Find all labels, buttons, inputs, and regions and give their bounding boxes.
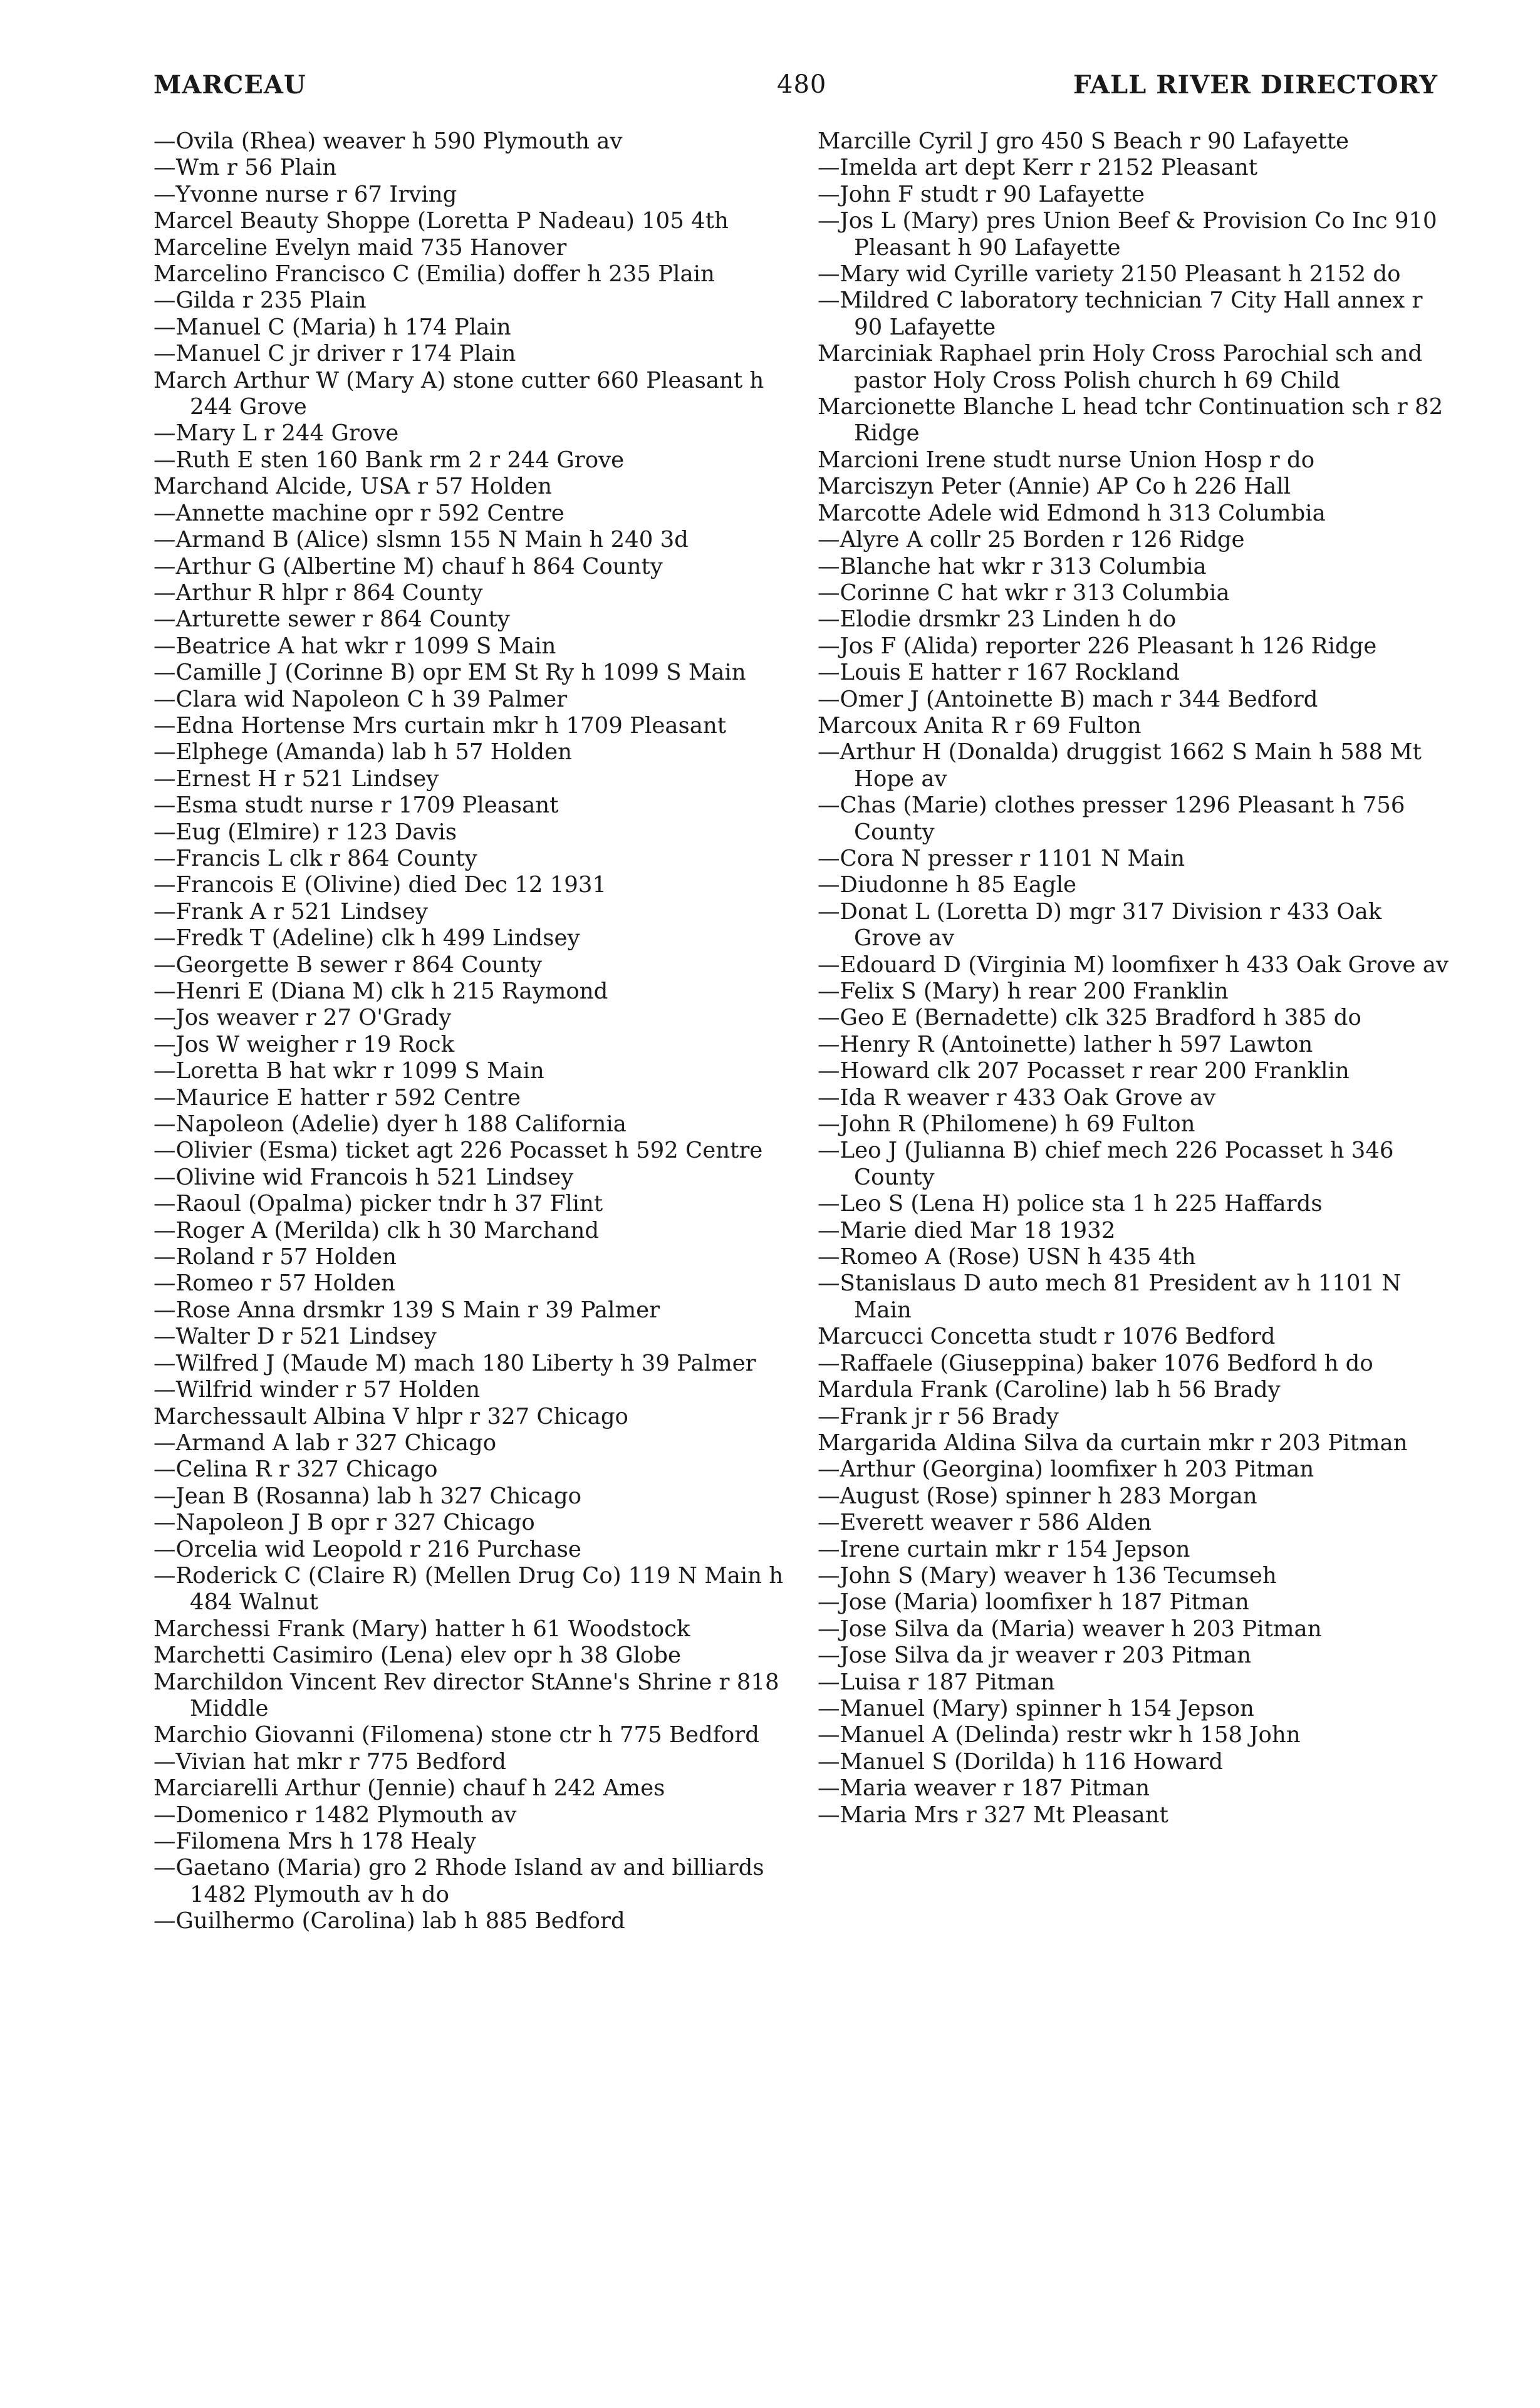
- directory-entry: —Romeo A (Rose) USN h 435 4th: [818, 1244, 1196, 1270]
- directory-entry: —Roland r 57 Holden: [153, 1244, 397, 1270]
- directory-entry: —Howard clk 207 Pocasset r rear 200 Franklin: [818, 1058, 1350, 1084]
- directory-entry: —Francois E (Olivine) died Dec 12 1931: [153, 872, 607, 898]
- directory-entry: Marcioni Irene studt nurse Union Hosp r do: [818, 447, 1315, 473]
- directory-entry: —John F studt r 90 Lafayette: [818, 181, 1145, 207]
- directory-entry: —Maurice E hatter r 592 Centre: [153, 1084, 521, 1111]
- directory-entry: —Walter D r 521 Lindsey: [153, 1324, 437, 1350]
- directory-entry: —Armand A lab r 327 Chicago: [153, 1430, 497, 1456]
- directory-entry: Marchand Alcide, USA r 57 Holden: [153, 474, 552, 500]
- directory-entry: —Leo J (Julianna B) chief mech 226 Pocasset h 346 County: [818, 1138, 1394, 1190]
- directory-entry: —Leo S (Lena H) police sta 1 h 225 Haffards: [818, 1191, 1323, 1217]
- directory-entry: —Geo E (Bernadette) clk 325 Bradford h 385 do: [818, 1005, 1361, 1031]
- directory-entry: Marchetti Casimiro (Lena) elev opr h 38 Globe: [153, 1643, 682, 1669]
- directory-entry: —Jose Silva da jr weaver r 203 Pitman: [818, 1643, 1251, 1669]
- directory-entry: —Celina R r 327 Chicago: [153, 1456, 438, 1483]
- directory-entry: —Marie died Mar 18 1932: [818, 1217, 1116, 1243]
- directory-entry: Marceline Evelyn maid 735 Hanover: [153, 234, 567, 261]
- directory-entry: —Domenico r 1482 Plymouth av: [153, 1802, 517, 1828]
- directory-entry: Marciarelli Arthur (Jennie) chauf h 242 Ames: [153, 1775, 665, 1802]
- page-header: [153, 70, 1438, 108]
- directory-entry: —Georgette B sewer r 864 County: [153, 952, 542, 978]
- directory-entry: Marcoux Anita R r 69 Fulton: [818, 712, 1142, 739]
- directory-entry: —Ernest H r 521 Lindsey: [153, 765, 439, 792]
- directory-title: FALL RIVER DIRECTORY: [1073, 70, 1438, 100]
- directory-entry: —Clara wid Napoleon C h 39 Palmer: [153, 686, 568, 712]
- directory-entry: —Beatrice A hat wkr r 1099 S Main: [153, 633, 556, 659]
- directory-entry: —Chas (Marie) clothes presser 1296 Pleasant h 756 County: [818, 792, 1405, 845]
- directory-entry: —Jos F (Alida) reporter 226 Pleasant h 126 Ridge: [818, 633, 1377, 659]
- directory-entry: —Manuel S (Dorilda) h 116 Howard: [818, 1748, 1224, 1775]
- directory-entry: —John R (Philomene) h 69 Fulton: [818, 1111, 1195, 1138]
- directory-entry: —Yvonne nurse r 67 Irving: [153, 181, 457, 207]
- directory-entry: —Donat L (Loretta D) mgr 317 Division r 433 Oak Grove av: [818, 898, 1382, 952]
- directory-entry: Marcucci Concetta studt r 1076 Bedford: [818, 1324, 1276, 1350]
- directory-entry: —Blanche hat wkr r 313 Columbia: [818, 553, 1207, 579]
- directory-entry: —Jos weaver r 27 O'Grady: [153, 1005, 452, 1031]
- directory-entry: —Ovila (Rhea) weaver h 590 Plymouth av: [153, 128, 623, 154]
- directory-entry: —Manuel (Mary) spinner h 154 Jepson: [818, 1695, 1254, 1721]
- directory-entry: —Cora N presser r 1101 N Main: [818, 845, 1185, 871]
- directory-entry: Mardula Frank (Caroline) lab h 56 Brady: [818, 1377, 1281, 1403]
- directory-entry: —Gaetano (Maria) gro 2 Rhode Island av and billiards 1482 Plymouth av h do: [153, 1855, 764, 1907]
- directory-entry: —Omer J (Antoinette B) mach r 344 Bedford: [818, 686, 1318, 712]
- directory-entry: —Arthur H (Donalda) druggist 1662 S Main h 588 Mt Hope av: [818, 739, 1422, 792]
- directory-entry: —Imelda art dept Kerr r 2152 Pleasant: [818, 155, 1258, 181]
- directory-entry: —Loretta B hat wkr r 1099 S Main: [153, 1058, 544, 1084]
- directory-entry: —Olivine wid Francois h 521 Lindsey: [153, 1164, 574, 1190]
- directory-entry: —Arthur (Georgina) loomfixer h 203 Pitman: [818, 1456, 1314, 1483]
- directory-entry: Marcille Cyril J gro 450 S Beach r 90 Lafayette: [818, 128, 1350, 154]
- directory-entry: —Wilfred J (Maude M) mach 180 Liberty h 39 Palmer: [153, 1350, 756, 1376]
- directory-entry: —Edouard D (Virginia M) loomfixer h 433 Oak Grove av: [818, 952, 1449, 978]
- directory-entry: —Corinne C hat wkr r 313 Columbia: [818, 579, 1230, 606]
- directory-entry: —Felix S (Mary) h rear 200 Franklin: [818, 978, 1229, 1004]
- directory-entry: —Jose (Maria) loomfixer h 187 Pitman: [818, 1589, 1249, 1616]
- directory-entry: Marcionette Blanche L head tchr Continuation sch r 82 Ridge: [818, 394, 1444, 447]
- directory-entry: —Guilhermo (Carolina) lab h 885 Bedford: [153, 1908, 625, 1934]
- directory-entry: —Mildred C laboratory technician 7 City Hall annex r 90 Lafayette: [818, 288, 1423, 340]
- directory-entry: Marciszyn Peter (Annie) AP Co h 226 Hall: [818, 474, 1291, 500]
- directory-entry: —Manuel C (Maria) h 174 Plain: [153, 314, 511, 340]
- directory-entry: —Jos W weigher r 19 Rock: [153, 1031, 455, 1057]
- directory-entry: —Ruth E sten 160 Bank rm 2 r 244 Grove: [153, 447, 625, 473]
- directory-entry: —Irene curtain mkr r 154 Jepson: [818, 1536, 1190, 1562]
- directory-entry: —Luisa r 187 Pitman: [818, 1669, 1055, 1695]
- directory-entry: —Raffaele (Giuseppina) baker 1076 Bedford h do: [818, 1350, 1373, 1376]
- left-column: [153, 128, 786, 1935]
- directory-entry: —Ida R weaver r 433 Oak Grove av: [818, 1084, 1216, 1111]
- directory-entry: —Alyre A collr 25 Borden r 126 Ridge: [818, 527, 1245, 553]
- directory-entry: —Stanislaus D auto mech 81 President av h 1101 N Main: [818, 1270, 1402, 1323]
- directory-entry: —Gilda r 235 Plain: [153, 288, 367, 314]
- directory-entry: —Henri E (Diana M) clk h 215 Raymond: [153, 978, 608, 1004]
- directory-entry: —Vivian hat mkr r 775 Bedford: [153, 1748, 506, 1775]
- directory-entry: —Filomena Mrs h 178 Healy: [153, 1829, 476, 1854]
- directory-entry: —Maria Mrs r 327 Mt Pleasant: [818, 1802, 1168, 1828]
- directory-entry: —Wilfrid winder r 57 Holden: [153, 1377, 481, 1403]
- directory-entry: Marchessi Frank (Mary) hatter h 61 Woodstock: [153, 1616, 690, 1642]
- directory-entry: —Frank A r 521 Lindsey: [153, 898, 428, 925]
- directory-entry: —Eug (Elmire) r 123 Davis: [153, 819, 457, 845]
- directory-entry: —Henry R (Antoinette) lather h 597 Lawton: [818, 1031, 1313, 1057]
- right-column: [818, 128, 1450, 1829]
- directory-entry: —Elphege (Amanda) lab h 57 Holden: [153, 739, 572, 765]
- directory-entry: —Olivier (Esma) ticket agt 226 Pocasset h 592 Centre: [153, 1138, 763, 1164]
- directory-entry: —John S (Mary) weaver h 136 Tecumseh: [818, 1562, 1277, 1589]
- directory-entry: Marchildon Vincent Rev director StAnne's Shrine r 818 Middle: [153, 1669, 779, 1721]
- directory-entry: Margarida Aldina Silva da curtain mkr r 203 Pitman: [818, 1430, 1408, 1456]
- directory-entry: Marciniak Raphael prin Holy Cross Parochial sch and pastor Holy Cross Polish church h 69 Child: [818, 341, 1423, 393]
- directory-entry: —Wm r 56 Plain: [153, 155, 337, 181]
- directory-entry: Marcelino Francisco C (Emilia) doffer h 235 Plain: [153, 261, 715, 288]
- directory-entry: Marchessault Albina V hlpr r 327 Chicago: [153, 1403, 628, 1430]
- directory-entry: —Arthur G (Albertine M) chauf h 864 County: [153, 553, 663, 579]
- directory-entry: Marcel Beauty Shoppe (Loretta P Nadeau) 105 4th: [153, 208, 729, 234]
- directory-entry: —Maria weaver r 187 Pitman: [818, 1775, 1150, 1802]
- directory-entry: —Manuel C jr driver r 174 Plain: [153, 341, 516, 367]
- running-head-surname: MARCEAU: [153, 70, 306, 100]
- directory-entry: —Arthur R hlpr r 864 County: [153, 579, 483, 606]
- directory-entry: —Armand B (Alice) slsmn 155 N Main h 240 3d: [153, 527, 689, 553]
- directory-entry: —Roger A (Merilda) clk h 30 Marchand: [153, 1217, 600, 1243]
- directory-entry: Marchio Giovanni (Filomena) stone ctr h 775 Bedford: [153, 1722, 759, 1748]
- directory-entry: —Annette machine opr r 592 Centre: [153, 500, 564, 526]
- directory-entry: Marcotte Adele wid Edmond h 313 Columbia: [818, 500, 1326, 526]
- directory-entry: March Arthur W (Mary A) stone cutter 660 Pleasant h 244 Grove: [153, 367, 764, 420]
- directory-entry: —Elodie drsmkr 23 Linden h do: [818, 606, 1177, 633]
- directory-entry: —Mary L r 244 Grove: [153, 420, 399, 447]
- directory-entry: —Fredk T (Adeline) clk h 499 Lindsey: [153, 925, 580, 952]
- directory-entry: —Frank jr r 56 Brady: [818, 1403, 1059, 1430]
- directory-entry: —Mary wid Cyrille variety 2150 Pleasant h 2152 do: [818, 261, 1401, 288]
- directory-entry: —Manuel A (Delinda) restr wkr h 158 John: [818, 1722, 1301, 1748]
- directory-entry: —Jose Silva da (Maria) weaver h 203 Pitman: [818, 1616, 1322, 1642]
- directory-entry: —Edna Hortense Mrs curtain mkr h 1709 Pleasant: [153, 712, 727, 739]
- directory-entry: —Romeo r 57 Holden: [153, 1270, 395, 1297]
- directory-entry: —August (Rose) spinner h 283 Morgan: [818, 1483, 1257, 1509]
- directory-entry: —Esma studt nurse r 1709 Pleasant: [153, 792, 559, 819]
- directory-entry: —Napoleon (Adelie) dyer h 188 California: [153, 1111, 627, 1138]
- directory-entry: —Louis E hatter r 167 Rockland: [818, 660, 1180, 686]
- directory-entry: —Jos L (Mary) pres Union Beef & Provision Co Inc 910 Pleasant h 90 Lafayette: [818, 208, 1437, 261]
- directory-entry: —Francis L clk r 864 County: [153, 845, 477, 871]
- directory-entry: —Arturette sewer r 864 County: [153, 606, 510, 633]
- directory-entry: —Raoul (Opalma) picker tndr h 37 Flint: [153, 1191, 603, 1217]
- directory-entry: —Everett weaver r 586 Alden: [818, 1510, 1152, 1536]
- directory-entry: —Rose Anna drsmkr 139 S Main r 39 Palmer: [153, 1297, 660, 1323]
- directory-entry: —Napoleon J B opr r 327 Chicago: [153, 1510, 535, 1536]
- directory-entry: —Roderick C (Claire R) (Mellen Drug Co) 119 N Main h 484 Walnut: [153, 1562, 784, 1616]
- directory-entry: —Diudonne h 85 Eagle: [818, 872, 1077, 898]
- directory-entry: —Camille J (Corinne B) opr EM St Ry h 1099 S Main: [153, 660, 746, 686]
- page-number: 480: [777, 70, 827, 99]
- directory-entry: —Jean B (Rosanna) lab h 327 Chicago: [153, 1483, 582, 1509]
- directory-entry: —Orcelia wid Leopold r 216 Purchase: [153, 1536, 581, 1562]
